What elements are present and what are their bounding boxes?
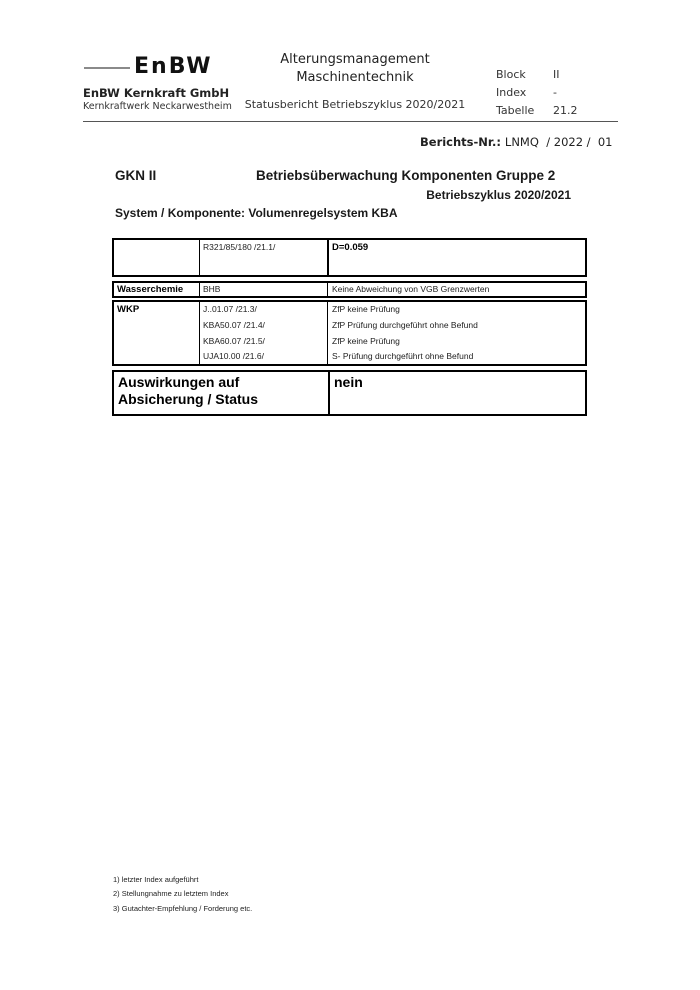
footnote: 3) Gutachter-Empfehlung / Forderung etc. [113,904,253,913]
water-chemistry-value: Keine Abweichung von VGB Grenzwerten [332,284,490,294]
column-divider [327,239,329,276]
wkp-label: WKP [117,304,140,315]
header-divider [83,121,618,122]
footnote: 2) Stellungnahme zu letztem Index [113,889,229,898]
column-divider [327,282,328,297]
wkp-reference: J..01.07 /21.3/ [203,304,257,314]
wkp-reference: KBA60.07 /21.5/ [203,336,265,346]
enbw-logo: EnBW [134,54,213,79]
company-name: EnBW Kernkraft GmbH [83,86,230,100]
report-number-value: LNMQ / 2022 / 01 [504,135,613,149]
wkp-result: ZfP Prüfung durchgeführt ohne Befund [332,320,478,330]
logo-line [84,67,130,69]
row1-reference: R321/85/180 /21.1/ [203,242,276,252]
column-divider [199,239,200,276]
effects-value: nein [334,374,363,390]
report-number-label: Berichts-Nr.: [420,135,501,149]
wkp-reference: UJA10.00 /21.6/ [203,351,264,361]
plant-name: Kernkraftwerk Neckarwestheim [83,101,232,112]
footnote: 1) letzter Index aufgeführt [113,875,199,884]
meta-value-index: - [553,86,557,99]
document-title-line2: Maschinentechnik [296,70,414,85]
column-divider [328,371,330,415]
document-title-line1: Alterungsmanagement [280,52,430,67]
meta-label-block: Block [496,68,526,81]
unit-label: GKN II [115,168,157,183]
system-component: System / Komponente: Volumenregelsystem KBA [115,206,398,220]
section-subheading: Betriebszyklus 2020/2021 [426,188,571,202]
water-chemistry-label: Wasserchemie [117,284,184,295]
meta-label-table: Tabelle [496,104,535,117]
effects-label-line2: Absicherung / Status [118,391,259,407]
wkp-result: ZfP keine Prüfung [332,336,400,346]
row1-value: D=0.059 [332,242,369,253]
effects-label-line1: Auswirkungen auf [118,374,240,390]
meta-label-index: Index [496,86,527,99]
column-divider [199,301,200,365]
column-divider [199,282,200,297]
wkp-result: S- Prüfung durchgeführt ohne Befund [332,351,474,361]
meta-value-table: 21.2 [553,104,578,117]
wkp-result: ZfP keine Prüfung [332,304,400,314]
report-number [420,135,613,149]
column-divider [327,301,328,365]
wkp-reference: KBA50.07 /21.4/ [203,320,265,330]
meta-value-block: II [553,68,560,81]
water-chemistry-reference: BHB [203,284,221,294]
section-heading: Betriebsüberwachung Komponenten Gruppe 2 [256,168,556,183]
status-report-title: Statusbericht Betriebszyklus 2020/2021 [244,98,466,111]
